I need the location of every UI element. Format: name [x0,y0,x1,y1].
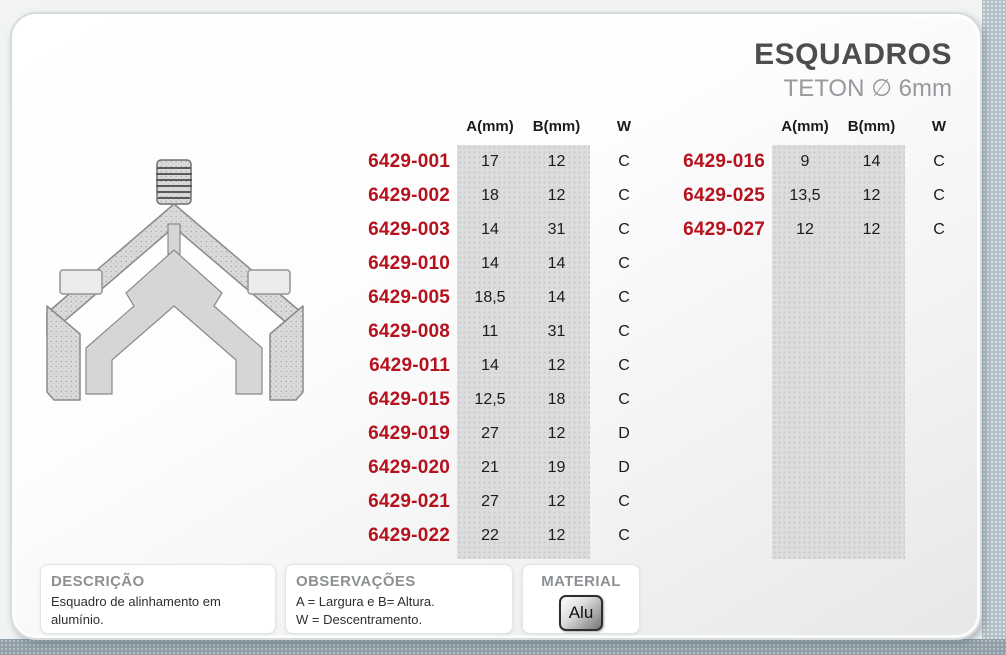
part-code: 6429-001 [368,151,450,172]
observations-title: OBSERVAÇÕES [296,573,416,590]
page-edge-right [982,0,1006,655]
catalog-card [10,12,982,640]
value-b: 18 [547,391,566,408]
table-row [345,247,649,281]
value-w: C [933,221,945,238]
value-w: D [618,425,630,442]
value-w: C [618,493,630,510]
part-code: 6429-020 [368,457,450,478]
value-w: C [618,221,630,238]
material-title: MATERIAL [541,573,621,590]
value-w: C [618,289,630,306]
value-b: 12 [547,153,566,170]
value-a: 27 [481,425,499,442]
col-header-b: B(mm) [847,117,896,135]
table-row [345,281,649,315]
value-w: C [618,323,630,340]
description-text: Esquadro de alinhamento em alumínio. [51,594,221,627]
value-w: C [618,153,630,170]
part-code: 6429-011 [369,355,450,376]
part-code: 6429-021 [368,491,450,512]
observations-line-2: W = Descentramento. [296,611,423,627]
page-subtitle: TETON ∅ 6mm [783,75,952,102]
col-header-b: B(mm) [532,117,581,135]
table-row [670,145,964,179]
observations-box [285,564,513,634]
table-header-row [670,107,964,145]
description-title: DESCRIÇÃO [51,573,145,590]
product-photo [40,150,310,405]
value-a: 14 [481,357,499,374]
material-box [522,564,640,634]
value-w: C [618,255,630,272]
value-a: 14 [481,221,499,238]
bracket-body-icon [47,204,303,400]
table-row [345,145,649,179]
description-box [40,564,276,634]
part-code: 6429-022 [368,525,450,546]
value-a: 27 [481,493,499,510]
value-a: 22 [481,527,499,544]
table-row [345,451,649,485]
value-a: 13,5 [789,187,821,204]
part-code: 6429-002 [368,185,450,206]
value-b: 12 [862,221,881,238]
table-row [670,179,964,213]
table-row [345,485,649,519]
table-row [345,315,649,349]
value-b: 14 [547,255,566,272]
value-a: 18 [481,187,499,204]
observations-line-1: A = Largura e B= Altura. [296,594,435,609]
part-code: 6429-016 [683,151,765,172]
value-b: 12 [547,187,566,204]
table-row [345,213,649,247]
value-w: D [618,459,630,476]
col-header-w: W [616,117,632,135]
table-row [345,349,649,383]
value-w: C [618,391,630,408]
table-row [345,383,649,417]
col-header-a: A(mm) [781,117,829,135]
part-code: 6429-003 [368,219,450,240]
table-body [670,145,964,247]
value-b: 12 [547,493,566,510]
table-body [345,145,649,553]
value-b: 31 [547,221,566,238]
page-title: ESQUADROS [754,38,952,71]
value-a: 21 [481,459,499,476]
part-code: 6429-010 [368,253,450,274]
threaded-stud-icon [156,160,192,204]
title-block [754,38,952,103]
part-code: 6429-015 [368,389,450,410]
value-b: 31 [547,323,566,340]
value-a: 12,5 [474,391,506,408]
part-code: 6429-005 [368,287,450,308]
value-w: C [933,187,945,204]
parts-table-right [670,107,964,247]
part-code: 6429-019 [368,423,450,444]
value-w: C [933,153,945,170]
value-b: 12 [547,425,566,442]
value-b: 12 [547,357,566,374]
table-row [345,179,649,213]
parts-table-left [345,107,649,553]
value-b: 14 [547,289,566,306]
part-code: 6429-027 [683,219,765,240]
value-b: 12 [547,527,566,544]
value-a: 17 [481,153,499,170]
value-a: 12 [796,221,814,238]
col-header-a: A(mm) [466,117,514,135]
value-w: C [618,357,630,374]
alignment-bracket-illustration [40,150,310,405]
col-header-w: W [931,117,947,135]
page-edge-bottom [0,639,1006,655]
value-a: 9 [800,153,810,170]
value-a: 11 [481,323,499,340]
part-code: 6429-025 [683,185,765,206]
material-alu-badge: Alu [559,595,603,631]
table-row [670,213,964,247]
table-row [345,519,649,553]
value-a: 14 [481,255,499,272]
value-b: 12 [862,187,881,204]
value-a: 18,5 [474,289,506,306]
table-row [345,417,649,451]
value-b: 19 [547,459,566,476]
value-b: 14 [862,153,881,170]
part-code: 6429-008 [368,321,450,342]
value-w: C [618,187,630,204]
table-header-row [345,107,649,145]
value-w: C [618,527,630,544]
